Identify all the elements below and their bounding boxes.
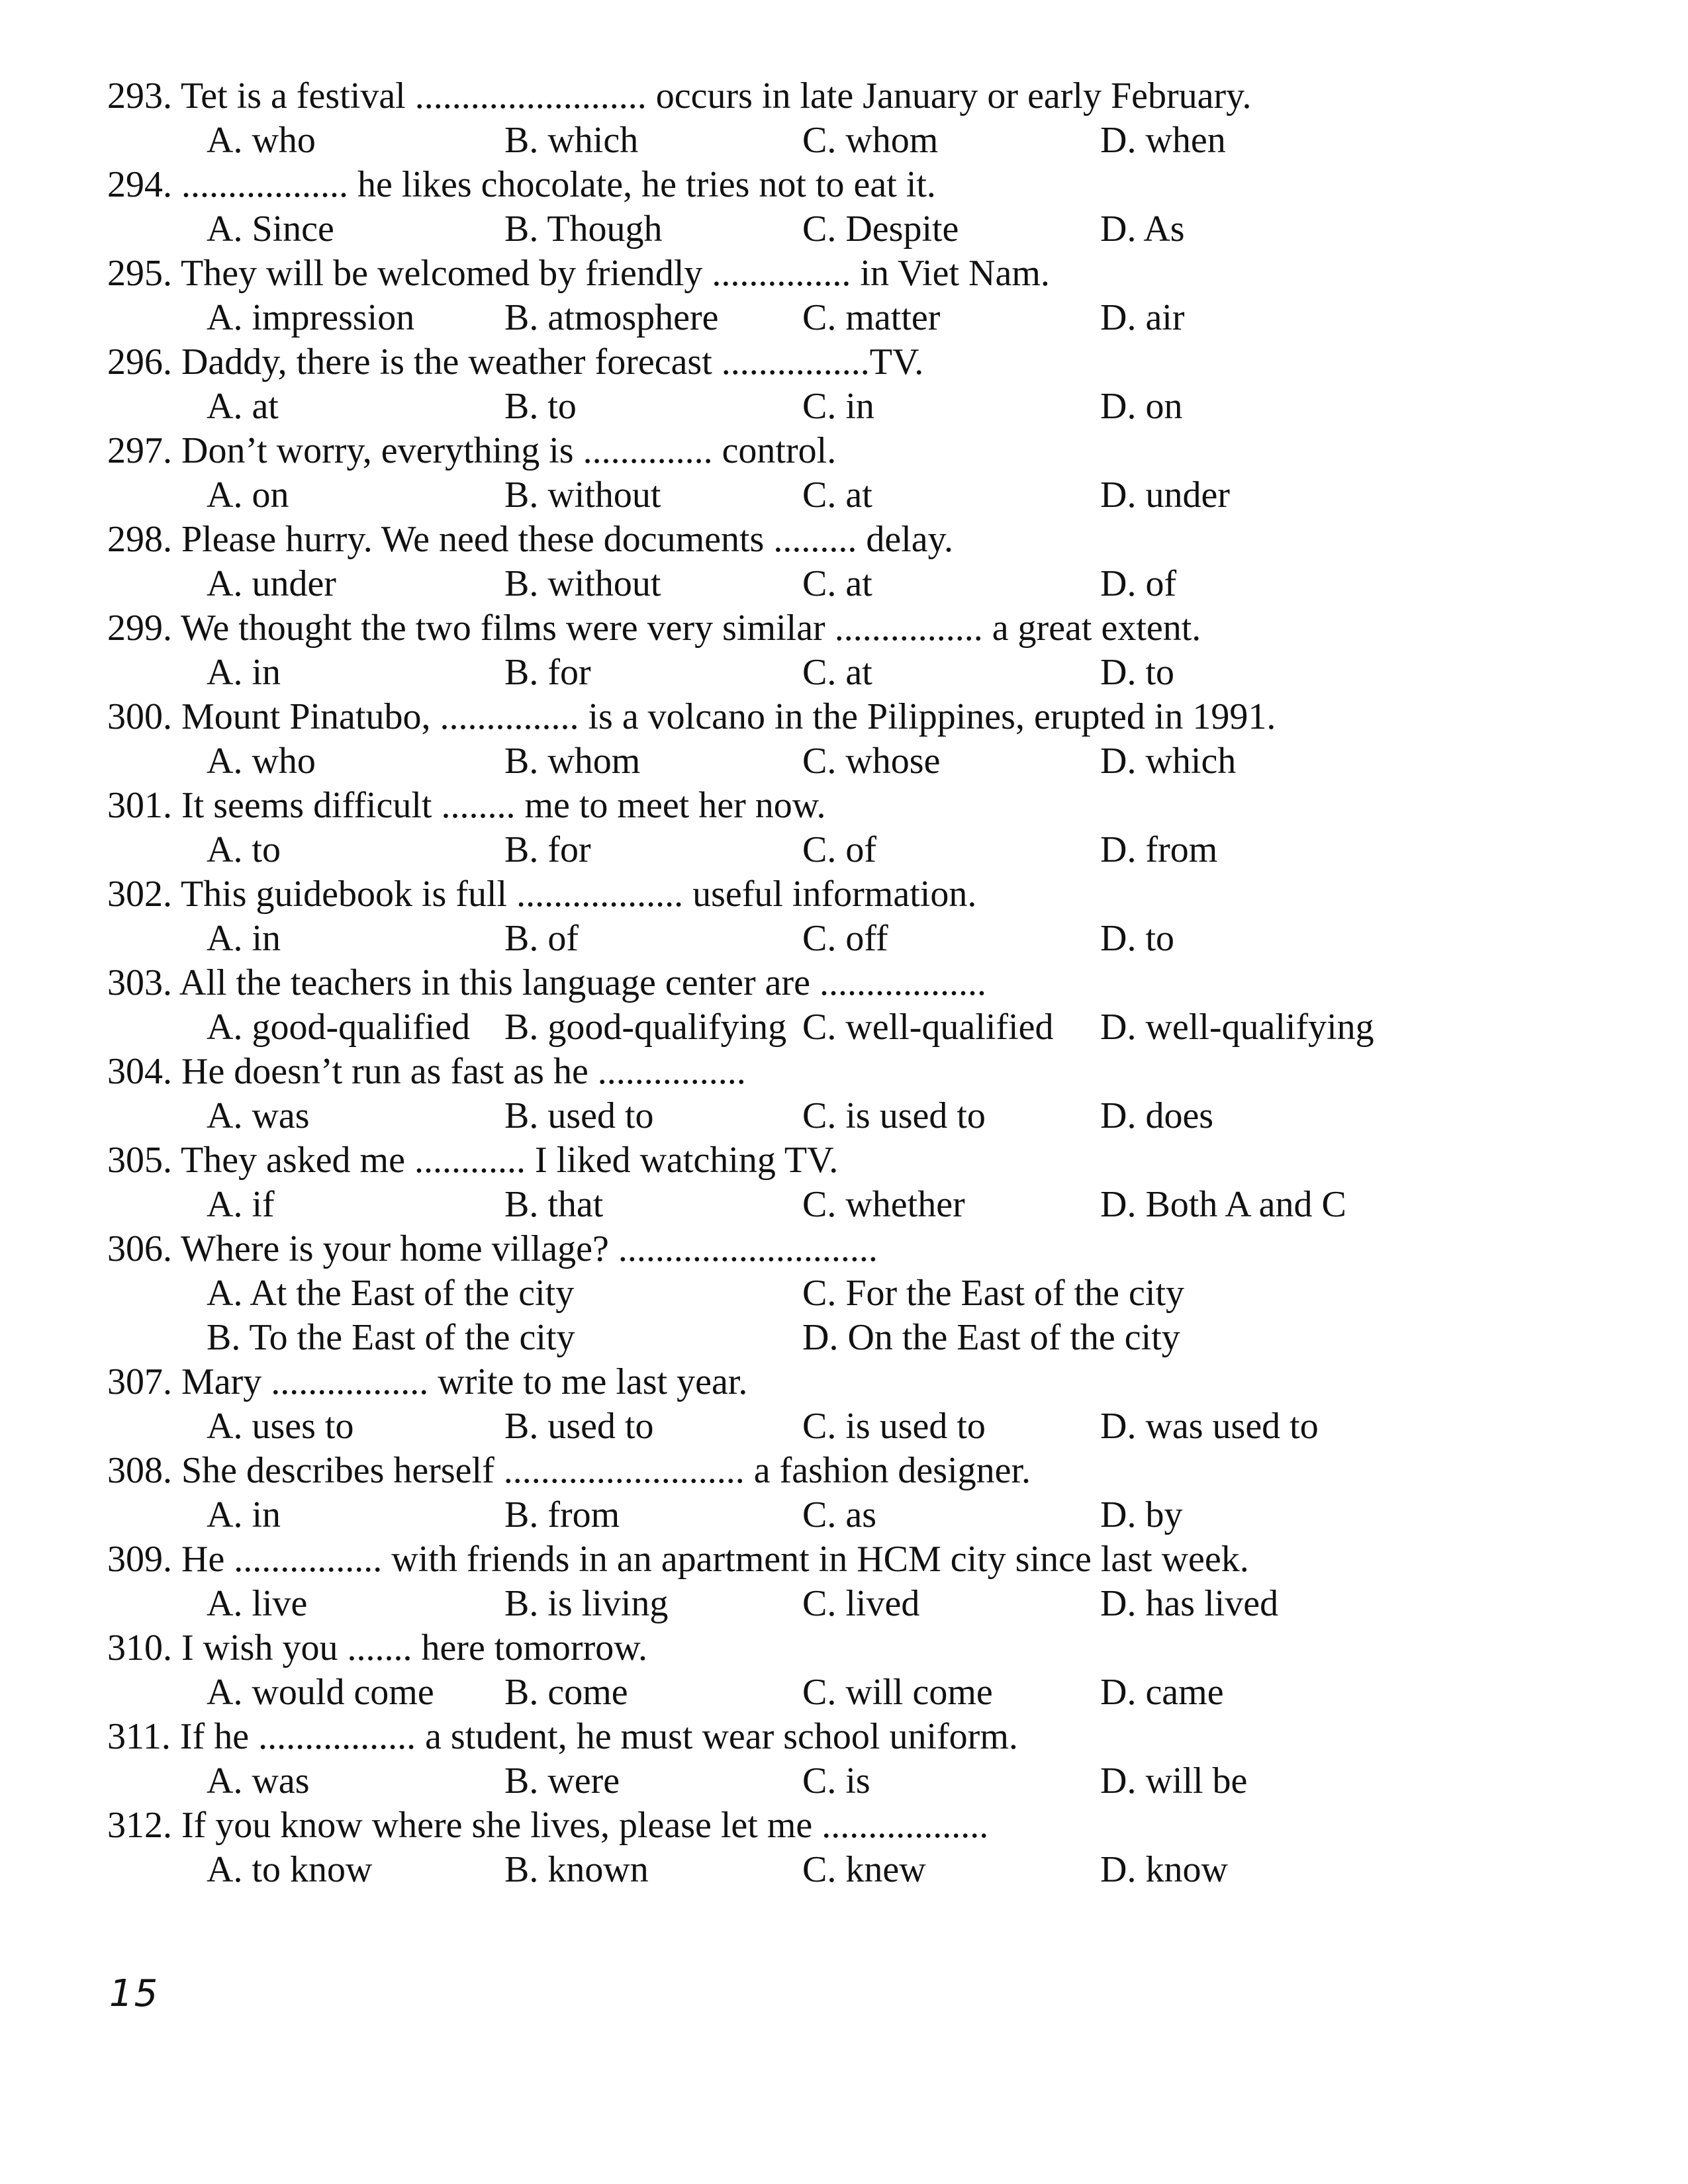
answer-option: C. whether xyxy=(802,1184,965,1225)
answer-option: C. is used to xyxy=(802,1406,986,1447)
question-item xyxy=(107,251,1603,340)
answer-option: D. to xyxy=(1100,652,1174,693)
answer-option: B. good-qualifying xyxy=(504,1007,787,1048)
answer-option: B. from xyxy=(504,1494,620,1535)
answer-option: B. used to xyxy=(504,1095,654,1136)
question-stem: 293. Tet is a festival ......................... occurs in late January or early February. xyxy=(107,75,1252,116)
answer-option: B. atmosphere xyxy=(504,297,719,338)
answer-options-row xyxy=(107,385,1603,429)
answer-option: B. Though xyxy=(504,208,663,250)
answer-options-row xyxy=(107,828,1603,872)
question-item xyxy=(107,1138,1603,1227)
answer-option: A. would come xyxy=(207,1672,434,1713)
answer-option: C. matter xyxy=(802,297,941,338)
answer-options-row xyxy=(107,562,1603,606)
answer-option: B. to xyxy=(504,386,577,427)
answer-options-row xyxy=(107,1316,1603,1360)
question-item xyxy=(107,1449,1603,1537)
answer-options-row xyxy=(107,739,1603,784)
answer-option: B. of xyxy=(504,918,579,959)
answer-option: A. who xyxy=(207,741,316,782)
answer-option: D. from xyxy=(1100,829,1218,870)
answer-option: C. at xyxy=(802,563,872,604)
question-item xyxy=(107,163,1603,251)
answer-option: C. is xyxy=(802,1760,870,1801)
question-item xyxy=(107,1360,1603,1449)
question-item xyxy=(107,74,1603,163)
question-stem: 308. She describes herself .......................... a fashion designer. xyxy=(107,1450,1031,1491)
answer-option: A. in xyxy=(207,918,281,959)
answer-option: C. in xyxy=(802,386,874,427)
answer-option: C. will come xyxy=(802,1672,993,1713)
question-item xyxy=(107,1803,1603,1892)
answer-option: C. of xyxy=(802,829,876,870)
question-stem: 305. They asked me ............ I liked watching TV. xyxy=(107,1140,839,1181)
answer-option: A. at xyxy=(207,386,279,427)
answer-option: D. which xyxy=(1100,741,1237,782)
answer-options-row xyxy=(107,1670,1603,1715)
answer-option: D. does xyxy=(1100,1095,1214,1136)
page-number: 15 xyxy=(109,1972,160,2015)
answer-option: B. whom xyxy=(504,741,641,782)
answer-option: A. to know xyxy=(207,1849,373,1890)
answer-option: B. used to xyxy=(504,1406,654,1447)
answer-options-row xyxy=(107,651,1603,695)
answer-option: C. Despite xyxy=(802,208,959,250)
answer-option: D. Both A and C xyxy=(1100,1184,1346,1225)
answer-options-row xyxy=(107,1404,1603,1449)
answer-options-row xyxy=(107,473,1603,518)
answer-option: A. in xyxy=(207,652,281,693)
answer-option: B. To the East of the city xyxy=(207,1317,575,1358)
answer-option: A. good-qualified xyxy=(207,1007,471,1048)
answer-option: B. that xyxy=(504,1184,604,1225)
answer-option: A. to xyxy=(207,829,281,870)
answer-option: D. know xyxy=(1100,1849,1228,1890)
question-stem: 294. .................. he likes chocolate, he tries not to eat it. xyxy=(107,164,936,205)
answer-option: C. at xyxy=(802,475,872,516)
question-stem: 310. I wish you ....... here tomorrow. xyxy=(107,1627,648,1668)
question-stem: 295. They will be welcomed by friendly ............... in Viet Nam. xyxy=(107,253,1050,294)
question-stem: 304. He doesn’t run as fast as he ................ xyxy=(107,1051,746,1092)
question-stem: 299. We thought the two films were very similar ................ a great extent. xyxy=(107,608,1201,649)
answer-option: B. which xyxy=(504,120,639,161)
answer-option: D. well-qualifying xyxy=(1100,1007,1374,1048)
answer-option: B. without xyxy=(504,563,661,604)
answer-option: A. under xyxy=(207,563,336,604)
answer-option: C. lived xyxy=(802,1583,920,1624)
question-stem: 303. All the teachers in this language center are .................. xyxy=(107,962,987,1003)
answer-option: B. known xyxy=(504,1849,649,1890)
answer-option: A. Since xyxy=(207,208,334,250)
question-item xyxy=(107,429,1603,518)
answer-option: C. is used to xyxy=(802,1095,986,1136)
answer-options-row xyxy=(107,296,1603,340)
answer-options-row xyxy=(107,207,1603,251)
question-item xyxy=(107,695,1603,784)
answer-option: B. without xyxy=(504,475,661,516)
question-stem: 296. Daddy, there is the weather forecast ................TV. xyxy=(107,341,924,383)
answer-option: C. well-qualified xyxy=(802,1007,1054,1048)
question-stem: 302. This guidebook is full .................. useful information. xyxy=(107,874,977,915)
answer-option: C. whose xyxy=(802,741,941,782)
question-item xyxy=(107,1227,1603,1360)
answer-option: D. On the East of the city xyxy=(802,1317,1180,1358)
question-item xyxy=(107,518,1603,606)
question-stem: 300. Mount Pinatubo, ............... is a volcano in the Pilippines, erupted in 1991. xyxy=(107,696,1276,737)
answer-option: D. will be xyxy=(1100,1760,1248,1801)
answer-option: D. has lived xyxy=(1100,1583,1279,1624)
answer-options-row xyxy=(107,1848,1603,1892)
question-item xyxy=(107,784,1603,872)
answer-option: A. was xyxy=(207,1095,310,1136)
question-stem: 306. Where is your home village? ............................ xyxy=(107,1228,878,1269)
answer-option: A. live xyxy=(207,1583,308,1624)
question-stem: 307. Mary ................. write to me last year. xyxy=(107,1361,748,1402)
question-item xyxy=(107,1626,1603,1715)
answer-option: D. of xyxy=(1100,563,1177,604)
question-stem: 301. It seems difficult ........ me to meet her now. xyxy=(107,785,826,826)
answer-option: B. is living xyxy=(504,1583,669,1624)
answer-option: A. was xyxy=(207,1760,310,1801)
answer-option: D. was used to xyxy=(1100,1406,1319,1447)
answer-option: D. to xyxy=(1100,918,1174,959)
question-item xyxy=(107,606,1603,695)
question-item xyxy=(107,1050,1603,1138)
question-stem: 311. If he ................. a student, he must wear school uniform. xyxy=(107,1716,1018,1757)
answer-option: A. who xyxy=(207,120,316,161)
answer-option: A. At the East of the city xyxy=(207,1273,575,1314)
answer-option: A. on xyxy=(207,475,289,516)
answer-option: A. uses to xyxy=(207,1406,354,1447)
answer-options-row xyxy=(107,917,1603,961)
answer-option: D. As xyxy=(1100,208,1185,250)
answer-option: C. as xyxy=(802,1494,876,1535)
answer-options-row xyxy=(107,1094,1603,1138)
answer-option: B. for xyxy=(504,829,591,870)
question-stem: 309. He ................ with friends in an apartment in HCM city since last week. xyxy=(107,1539,1249,1580)
answer-option: D. by xyxy=(1100,1494,1183,1535)
question-item xyxy=(107,872,1603,961)
question-stem: 297. Don’t worry, everything is .............. control. xyxy=(107,430,837,471)
answer-option: A. in xyxy=(207,1494,281,1535)
answer-option: C. whom xyxy=(802,120,939,161)
question-stem: 298. Please hurry. We need these documents ......... delay. xyxy=(107,519,953,560)
answer-option: B. were xyxy=(504,1760,620,1801)
answer-option: B. come xyxy=(504,1672,628,1713)
answer-option: C. For the East of the city xyxy=(802,1273,1185,1314)
answer-option: B. for xyxy=(504,652,591,693)
answer-options-row xyxy=(107,1271,1603,1316)
answer-options-row xyxy=(107,1005,1603,1050)
answer-option: C. off xyxy=(802,918,888,959)
question-item xyxy=(107,1537,1603,1626)
question-item xyxy=(107,961,1603,1050)
answer-options-row xyxy=(107,1582,1603,1626)
answer-options-row xyxy=(107,1759,1603,1803)
answer-option: A. impression xyxy=(207,297,415,338)
answer-option: D. came xyxy=(1100,1672,1224,1713)
answer-option: C. knew xyxy=(802,1849,926,1890)
question-stem: 312. If you know where she lives, please let me .................. xyxy=(107,1805,989,1846)
question-item xyxy=(107,1715,1603,1803)
question-list xyxy=(107,74,1603,1892)
question-item xyxy=(107,340,1603,429)
answer-option: D. when xyxy=(1100,120,1226,161)
answer-options-row xyxy=(107,118,1603,163)
answer-options-row xyxy=(107,1493,1603,1537)
answer-option: D. under xyxy=(1100,475,1230,516)
answer-option: A. if xyxy=(207,1184,275,1225)
answer-option: D. on xyxy=(1100,386,1183,427)
answer-option: C. at xyxy=(802,652,872,693)
answer-options-row xyxy=(107,1183,1603,1227)
answer-option: D. air xyxy=(1100,297,1185,338)
